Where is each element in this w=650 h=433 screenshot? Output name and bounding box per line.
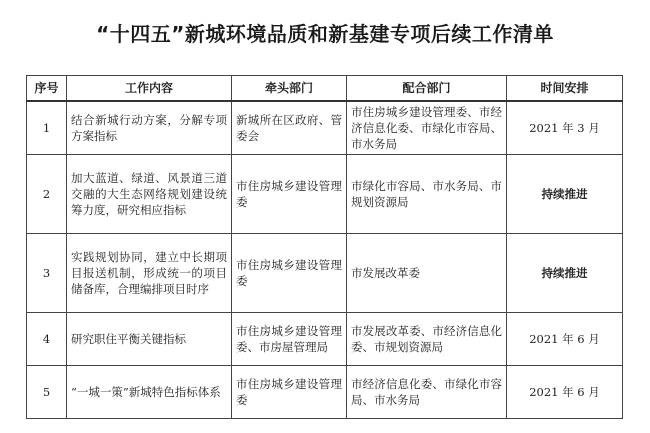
schedule-cell: 2021 年 6 月 — [507, 366, 623, 419]
table-row — [27, 155, 623, 234]
task-cell: 研究职住平衡关键指标 — [67, 313, 232, 366]
lead-department-cell: 市住房城乡建设管理委 — [232, 234, 347, 313]
row-number: 3 — [27, 234, 67, 313]
page-title: “十四五”新城环境品质和新基建专项后续工作清单 — [96, 22, 554, 46]
cooperating-departments-cell: 市发展改革委 — [347, 234, 507, 313]
schedule-cell: 2021 年 3 月 — [507, 101, 623, 155]
cooperating-departments-cell: 市绿化市容局、市水务局、市规划资源局 — [347, 155, 507, 234]
lead-department-cell: 市住房城乡建设管理委、市房屋管理局 — [232, 313, 347, 366]
row-number: 5 — [27, 366, 67, 419]
table-header-row — [27, 76, 623, 102]
work-checklist-table — [26, 75, 623, 419]
table-row — [27, 234, 623, 313]
row-number: 4 — [27, 313, 67, 366]
row-number: 2 — [27, 155, 67, 234]
schedule-cell: 2021 年 6 月 — [507, 313, 623, 366]
lead-department-cell: 市住房城乡建设管理委 — [232, 155, 347, 234]
schedule-cell: 持续推进 — [507, 155, 623, 234]
table-row — [27, 313, 623, 366]
lead-department-cell: 市住房城乡建设管理委 — [232, 366, 347, 419]
table-row — [27, 366, 623, 419]
table-row — [27, 101, 623, 155]
lead-department-cell: 新城所在区政府、管委会 — [232, 101, 347, 155]
cooperating-departments-cell: 市经济信息化委、市绿化市容局、市水务局 — [347, 366, 507, 419]
row-number: 1 — [27, 101, 67, 155]
schedule-cell: 持续推进 — [507, 234, 623, 313]
task-cell: 实践规划协同，建立中长期项目报送机制，形成统一的项目储备库，合理编排项目时序 — [67, 234, 232, 313]
task-cell: 加大蓝道、绿道、风景道三道交融的大生态网络规划建设统筹力度，研究相应指标 — [67, 155, 232, 234]
cooperating-departments-cell: 市发展改革委、市经济信息化委、市规划资源局 — [347, 313, 507, 366]
task-cell: “一城一策”新城特色指标体系 — [67, 366, 232, 419]
task-cell: 结合新城行动方案，分解专项方案指标 — [67, 101, 232, 155]
header-number: 序号 — [27, 76, 67, 102]
cooperating-departments-cell: 市住房城乡建设管理委、市经济信息化委、市绿化市容局、市水务局 — [347, 101, 507, 155]
header-task: 工作内容 — [67, 76, 232, 102]
header-lead-department: 牵头部门 — [232, 76, 347, 102]
header-schedule: 时间安排 — [507, 76, 623, 102]
header-cooperating-departments: 配合部门 — [347, 76, 507, 102]
